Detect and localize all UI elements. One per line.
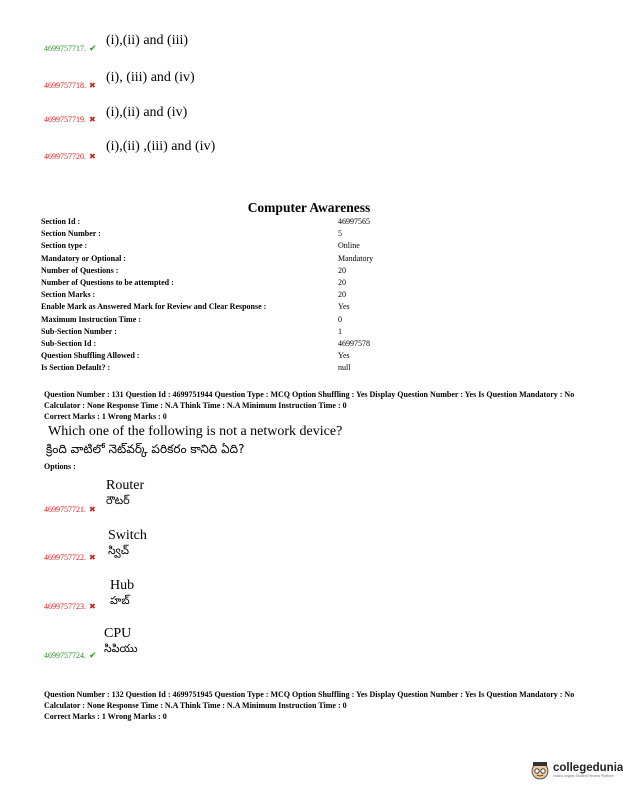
section-meta-value: 46997565 [338, 217, 370, 226]
section-meta-value: 0 [338, 314, 342, 324]
section-meta-label: Section Number : [41, 229, 101, 239]
cross-mark-icon: ✖ [89, 152, 96, 161]
option-text-english: Switch [108, 528, 147, 543]
option-text-english: Router [106, 478, 145, 493]
section-meta-value: 46997578 [338, 339, 370, 348]
cross-mark-icon: ✖ [89, 505, 96, 514]
section-meta-value: null [338, 363, 351, 373]
option-id: 4699757719. ✖ [44, 115, 96, 124]
option-id: 4699757724. ✔ [44, 651, 97, 661]
section-meta-value: Yes [338, 302, 350, 312]
question-marks: Correct Marks : 1 Wrong Marks : 0 [44, 412, 167, 421]
option-id: 4699757722. ✖ [44, 553, 96, 562]
option-text-telugu: హబ్ [110, 594, 130, 607]
section-meta-label: Maximum Instruction Time : [41, 314, 141, 324]
question-text-english: Which one of the following is not a network device? [48, 424, 343, 439]
option-text: (i),(ii) ,(iii) and (iv) [106, 139, 216, 154]
section-meta-label: Question Shuffling Allowed : [41, 351, 140, 361]
cross-mark-icon: ✖ [89, 81, 96, 90]
section-title: Computer Awareness [247, 200, 371, 215]
collegedunia-logo [530, 760, 623, 780]
question-marks: Correct Marks : 1 Wrong Marks : 0 [44, 712, 167, 721]
option-id: 4699757721. ✖ [44, 505, 96, 514]
option-text-english: Hub [110, 578, 135, 593]
logo-text: collegedunia [553, 762, 623, 774]
section-meta-label: Section Marks : [41, 290, 96, 300]
question-header: Question Number : 132 Question Id : 4699751945 Question Type : MCQ Option Shuffling : Yes Display Question Number : Yes Is Question Mandatory : No Calculator : None Response Time : N.A Think Time : N.A Minimum Instruction Time : 0 [44, 690, 575, 710]
logo-tagline: India's largest Student Review Platform [553, 774, 614, 778]
section-meta-label: Section Id : [41, 217, 81, 226]
option-text-english: CPU [104, 626, 132, 641]
option-text: (i),(ii) and (iv) [106, 105, 188, 120]
section-meta-value: Mandatory [338, 253, 374, 263]
option-text-telugu: స్విచ్ [108, 544, 129, 557]
option-text-telugu: సిపియు [104, 642, 138, 655]
check-mark-icon: ✔ [89, 651, 97, 661]
option-id: 4699757717. ✔ [44, 44, 97, 54]
options-label: Options : [44, 462, 76, 471]
section-meta-value: Yes [338, 351, 350, 361]
section-meta-label: Number of Questions : [41, 265, 119, 275]
option-id: 4699757720. ✖ [44, 152, 96, 161]
section-meta-value: 20 [338, 265, 346, 275]
option-text: (i), (iii) and (iv) [106, 70, 195, 85]
option-id: 4699757718. ✖ [44, 81, 96, 90]
question-text-telugu: క్రింది వాటిలో నెట్‌వర్క్ పరికరం కానిది ఏది? [46, 442, 245, 456]
section-meta-label: Mandatory or Optional : [41, 253, 126, 263]
option-id: 4699757723. ✖ [44, 602, 96, 611]
section-meta-value: Online [338, 241, 360, 251]
option-text-telugu: రౌటర్ [106, 494, 130, 507]
cross-mark-icon: ✖ [89, 115, 96, 124]
option-text: (i),(ii) and (iii) [106, 33, 189, 48]
cross-mark-icon: ✖ [89, 553, 96, 562]
section-meta-value: 1 [338, 326, 342, 336]
section-meta-label: Enable Mark as Answered Mark for Review and Clear Response : [41, 302, 267, 312]
check-mark-icon: ✔ [89, 44, 97, 54]
section-meta-label: Is Section Default? : [41, 363, 111, 373]
section-meta-label: Sub-Section Id : [41, 339, 97, 348]
cross-mark-icon: ✖ [89, 602, 96, 611]
section-meta-value: 20 [338, 278, 346, 287]
question-header: Question Number : 131 Question Id : 4699751944 Question Type : MCQ Option Shuffling : Yes Display Question Number : Yes Is Question Mandatory : No Calculator : None Response Time : N.A Think Time : N.A Minimum Instruction Time : 0 [44, 390, 575, 410]
section-meta-label: Section type : [41, 241, 88, 251]
section-meta-value: 20 [338, 290, 346, 300]
section-meta-value: 5 [338, 229, 342, 239]
mascot-icon [530, 760, 550, 780]
section-meta-label: Sub-Section Number : [41, 326, 117, 336]
section-meta-label: Number of Questions to be attempted : [41, 278, 174, 287]
